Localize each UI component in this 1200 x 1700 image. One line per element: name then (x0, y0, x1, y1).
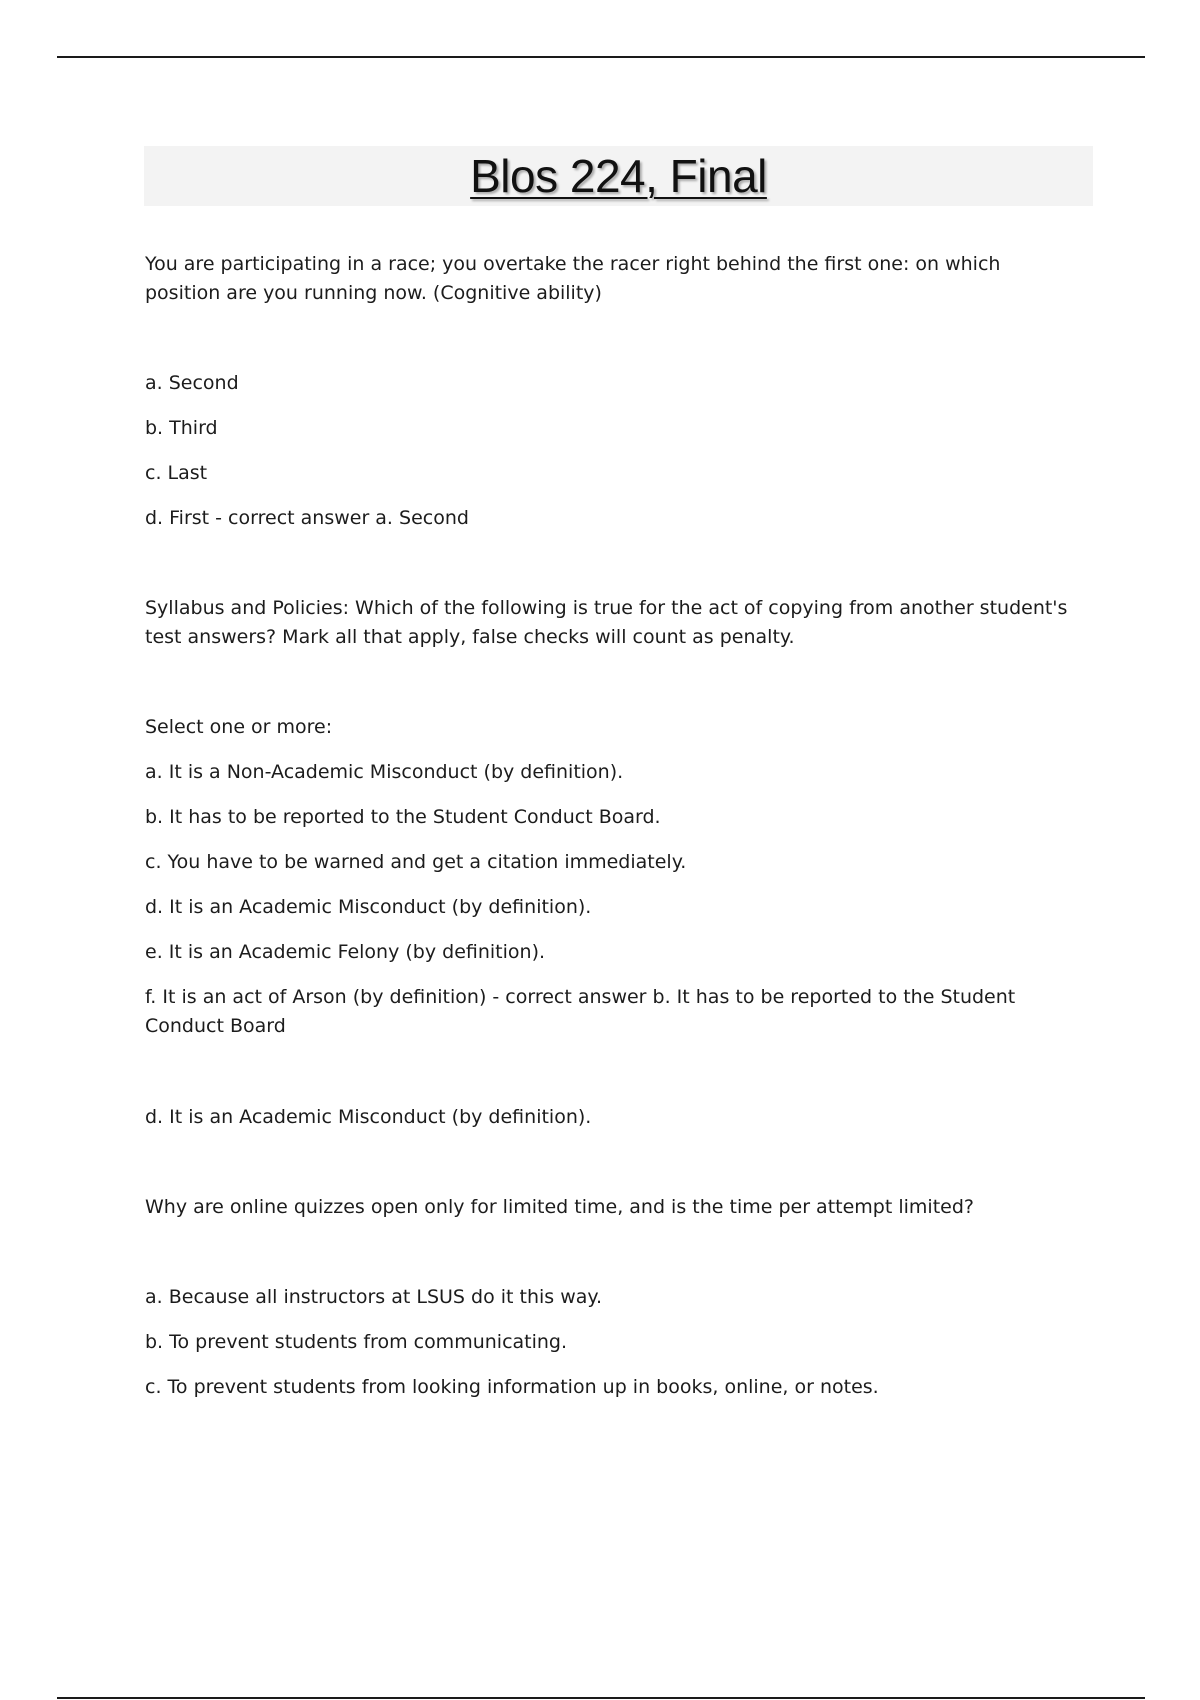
answer-option: b. It has to be reported to the Student Conduct Board. (145, 806, 661, 828)
answer-option: e. It is an Academic Felony (by definition). (145, 941, 546, 963)
answer-option: c. Last (145, 462, 208, 484)
answer-option: c. You have to be warned and get a citation immediately. (145, 851, 687, 873)
top-rule (57, 56, 1145, 58)
question-2-extra-answer: d. It is an Academic Misconduct (by definition). (145, 1106, 592, 1128)
question-1-options (145, 369, 1075, 533)
answer-option: c. To prevent students from looking information up in books, online, or notes. (145, 1376, 879, 1398)
question-3-options (145, 1283, 1075, 1402)
bottom-rule (57, 1697, 1145, 1699)
question-2-prompt: Select one or more: (145, 716, 333, 738)
answer-option: a. Second (145, 372, 239, 394)
answer-option: a. Because all instructors at LSUS do it this way. (145, 1286, 602, 1308)
answer-option: f. It is an act of Arson (by definition) - correct answer b. It has to be reported to the Student Conduct Board (145, 986, 1016, 1037)
question-2 (145, 594, 1075, 1132)
document-title: Blos 224, Final (470, 150, 767, 202)
answer-option: d. First - correct answer a. Second (145, 507, 469, 529)
question-2-text: Syllabus and Policies: Which of the following is true for the act of copying from another student's test answers? Mark all that apply, false checks will count as penalty. (145, 597, 1068, 648)
question-1-text: You are participating in a race; you overtake the racer right behind the first one: on which position are you running now. (Cognitive ability) (145, 253, 1001, 304)
document-body (145, 250, 1075, 1402)
title-banner (144, 146, 1093, 206)
question-1 (145, 250, 1075, 533)
answer-option: b. Third (145, 417, 218, 439)
question-3-text: Why are online quizzes open only for limited time, and is the time per attempt limited? (145, 1196, 974, 1218)
answer-option: b. To prevent students from communicating. (145, 1331, 568, 1353)
question-2-options (145, 758, 1075, 1041)
question-3 (145, 1193, 1075, 1402)
answer-option: d. It is an Academic Misconduct (by definition). (145, 896, 592, 918)
answer-option: a. It is a Non-Academic Misconduct (by definition). (145, 761, 624, 783)
